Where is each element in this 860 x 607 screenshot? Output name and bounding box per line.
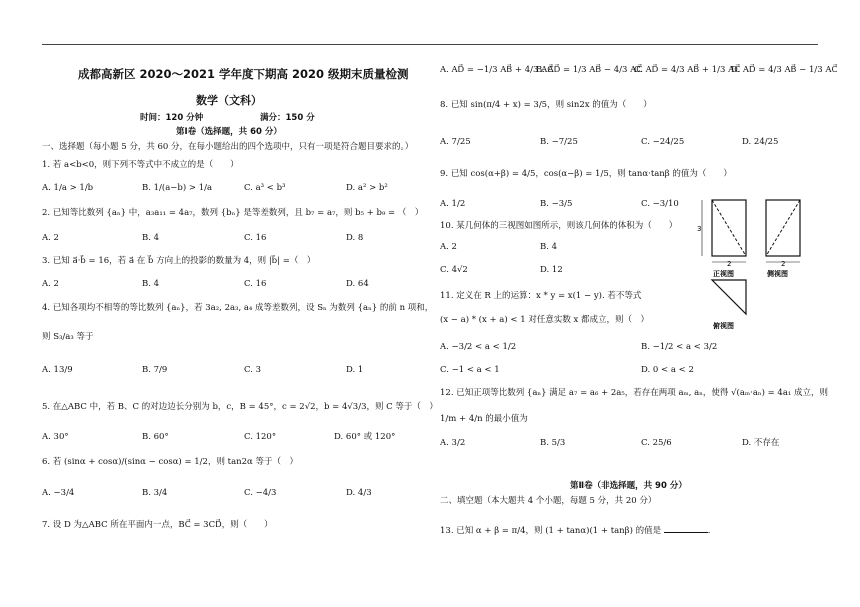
q3-option-b: B. 4 — [142, 279, 160, 289]
q5-option-c: C. 120° — [244, 432, 277, 442]
q7-option-c: C. AD⃗ = 4/3 AB⃗ + 1/3 AC⃗ — [634, 65, 741, 75]
q4-option-d: D. 1 — [346, 365, 364, 375]
dimension-2-side: 2 — [781, 260, 786, 268]
q10-stem: 10. 某几何体的三视图如图所示，则该几何体的体积为（ ） — [440, 221, 678, 231]
front-view — [702, 200, 746, 262]
q5-option-a: A. 30° — [42, 432, 69, 442]
q4-option-a: A. 13/9 — [42, 365, 73, 375]
q12-option-b: B. 5/3 — [540, 438, 566, 448]
q8-option-d: D. 24/25 — [742, 137, 779, 147]
q13-answer-blank — [664, 524, 708, 533]
q4-stem-continued: 则 S₃/a₃ 等于 — [42, 332, 94, 342]
q11-option-c: C. −1 < a < 1 — [440, 365, 500, 375]
q7-option-a: A. AD⃗ = −1/3 AB⃗ + 4/3 AC⃗ — [440, 65, 554, 75]
side-view-label: 侧视图 — [767, 270, 788, 278]
front-view-label: 正视图 — [713, 270, 734, 278]
q6-stem: 6. 若 (sinα + cosα)/(sinα − cosα) = 1/2，则 tan2α 等于（ ） — [42, 457, 298, 467]
q10-option-a: A. 2 — [440, 242, 457, 252]
q9-stem: 9. 已知 cos(α+β) = 4/5，cos(α−β) = 1/5，则 tanα·tanβ 的值为（ ） — [440, 169, 732, 179]
exam-title: 成都高新区 2020～2021 学年度下期高 2020 级期末质量检测 — [78, 67, 409, 81]
section2-heading: 二、填空题（本大题共 4 个小题，每题 5 分，共 20 分） — [440, 496, 657, 506]
q7-option-d: D. AD⃗ = 4/3 AB⃗ − 1/3 AC⃗ — [731, 65, 838, 75]
exam-score: 满分：150 分 — [260, 113, 315, 123]
q2-option-b: B. 4 — [142, 233, 160, 243]
q11-stem-continued: (x − a) * (x + a) < 1 对任意实数 x 都成立，则（ ） — [440, 315, 650, 325]
q11-option-b: B. −1/2 < a < 3/2 — [641, 342, 718, 352]
q5-stem: 5. 在△ABC 中，若 B、C 的对边边长分别为 b，c，B = 45°，c = 2√2，b = 4√3/3，则 C 等于（ ） — [42, 402, 438, 412]
q1-option-b: B. 1/(a−b) > 1/a — [142, 183, 213, 193]
q2-option-a: A. 2 — [42, 233, 59, 243]
exam-time: 时间：120 分钟 — [140, 113, 204, 123]
q12-option-d: D. 不存在 — [742, 438, 780, 448]
q6-option-a: A. −3/4 — [42, 488, 75, 498]
q11-stem: 11. 定义在 R 上的运算：x * y = x(1 − y). 若不等式 — [440, 291, 642, 301]
q12-stem-continued: 1/m + 4/n 的最小值为 — [440, 414, 528, 424]
section1-heading: 一、选择题（每小题 5 分，共 60 分，在每小题给出的四个选项中，只有一项是符合题目要求的。） — [42, 142, 414, 152]
q3-option-c: C. 16 — [244, 279, 267, 289]
q1-option-c: C. a³ < b³ — [244, 183, 286, 193]
q9-option-b: B. −3/5 — [540, 199, 573, 209]
q11-option-d: D. 0 < a < 2 — [641, 365, 694, 375]
q8-option-c: C. −24/25 — [641, 137, 685, 147]
header-rule — [42, 44, 818, 45]
q10-option-b: B. 4 — [540, 242, 558, 252]
part1-heading: 第Ⅰ卷（选择题，共 60 分） — [176, 127, 282, 137]
top-view-label: 俯视图 — [713, 322, 734, 330]
dimension-3: 3 — [697, 225, 702, 233]
q1-option-d: D. a² > b² — [346, 183, 388, 193]
q12-stem: 12. 已知正项等比数列 {aₙ} 满足 a₇ = a₆ + 2a₅，若存在两项 aₘ, aₙ，使得 √(aₘ·aₙ) = 4a₁ 成立，则 — [440, 388, 828, 398]
q12-option-c: C. 25/6 — [641, 438, 672, 448]
q4-stem: 4. 已知各项均不相等的等比数列 {aₙ}，若 3a₂, 2a₃, a₄ 成等差数列，设 Sₙ 为数列 {aₙ} 的前 n 项和， — [42, 303, 434, 313]
q7-option-b: B. AD⃗ = 1/3 AB⃗ − 4/3 AC⃗ — [536, 65, 643, 75]
q5-option-d: D. 60° 或 120° — [334, 432, 396, 442]
side-view — [766, 200, 800, 262]
q12-option-a: A. 3/2 — [440, 438, 466, 448]
q13-text: 13. 已知 α + β = π/4，则 (1 + tanα)(1 + tanβ) 的值是 — [440, 526, 662, 536]
q1-option-a: A. 1/a > 1/b — [42, 183, 94, 193]
q6-option-d: D. 4/3 — [346, 488, 372, 498]
q2-stem: 2. 已知等比数列 {aₙ} 中，a₃a₁₁ = 4a₇，数列 {bₙ} 是等差数列，且 b₇ = a₇，则 b₅ + b₉ = （ ） — [42, 208, 424, 218]
q13-stem: 13. 已知 α + β = π/4，则 (1 + tanα)(1 + tanβ) 的值是 . — [440, 526, 711, 536]
subject-title: 数学（文科） — [196, 94, 262, 107]
q7-stem: 7. 设 D 为△ABC 所在平面内一点，BC⃗ = 3CD⃗，则（ ） — [42, 520, 273, 530]
q2-option-c: C. 16 — [244, 233, 267, 243]
q2-option-d: D. 8 — [346, 233, 364, 243]
q11-option-a: A. −3/2 < a < 1/2 — [440, 342, 517, 352]
q3-option-a: A. 2 — [42, 279, 59, 289]
q9-option-c: C. −3/10 — [641, 199, 679, 209]
q5-option-b: B. 60° — [142, 432, 169, 442]
q8-stem: 8. 已知 sin(π/4 + x) = 3/5，则 sin2x 的值为（ ） — [440, 100, 652, 110]
part2-heading: 第Ⅱ卷（非选择题，共 90 分） — [570, 481, 687, 491]
q8-option-a: A. 7/25 — [440, 137, 471, 147]
q9-option-a: A. 1/2 — [440, 199, 466, 209]
three-view-figure — [696, 194, 826, 334]
q6-option-b: B. 3/4 — [142, 488, 168, 498]
q10-option-c: C. 4√2 — [440, 265, 468, 275]
top-view — [712, 280, 746, 314]
q10-option-d: D. 12 — [540, 265, 563, 275]
q4-option-c: C. 3 — [244, 365, 262, 375]
q4-option-b: B. 7/9 — [142, 365, 168, 375]
q8-option-b: B. −7/25 — [540, 137, 578, 147]
dimension-2-front: 2 — [727, 260, 732, 268]
q3-option-d: D. 64 — [346, 279, 369, 289]
q6-option-c: C. −4/3 — [244, 488, 277, 498]
q1-stem: 1. 若 a<b<0，则下列不等式中不成立的是（ ） — [42, 160, 239, 170]
q3-stem: 3. 已知 a⃗·b⃗ = 16，若 a⃗ 在 b⃗ 方向上的投影的数量为 4，则 |b⃗| =（ ） — [42, 256, 316, 266]
